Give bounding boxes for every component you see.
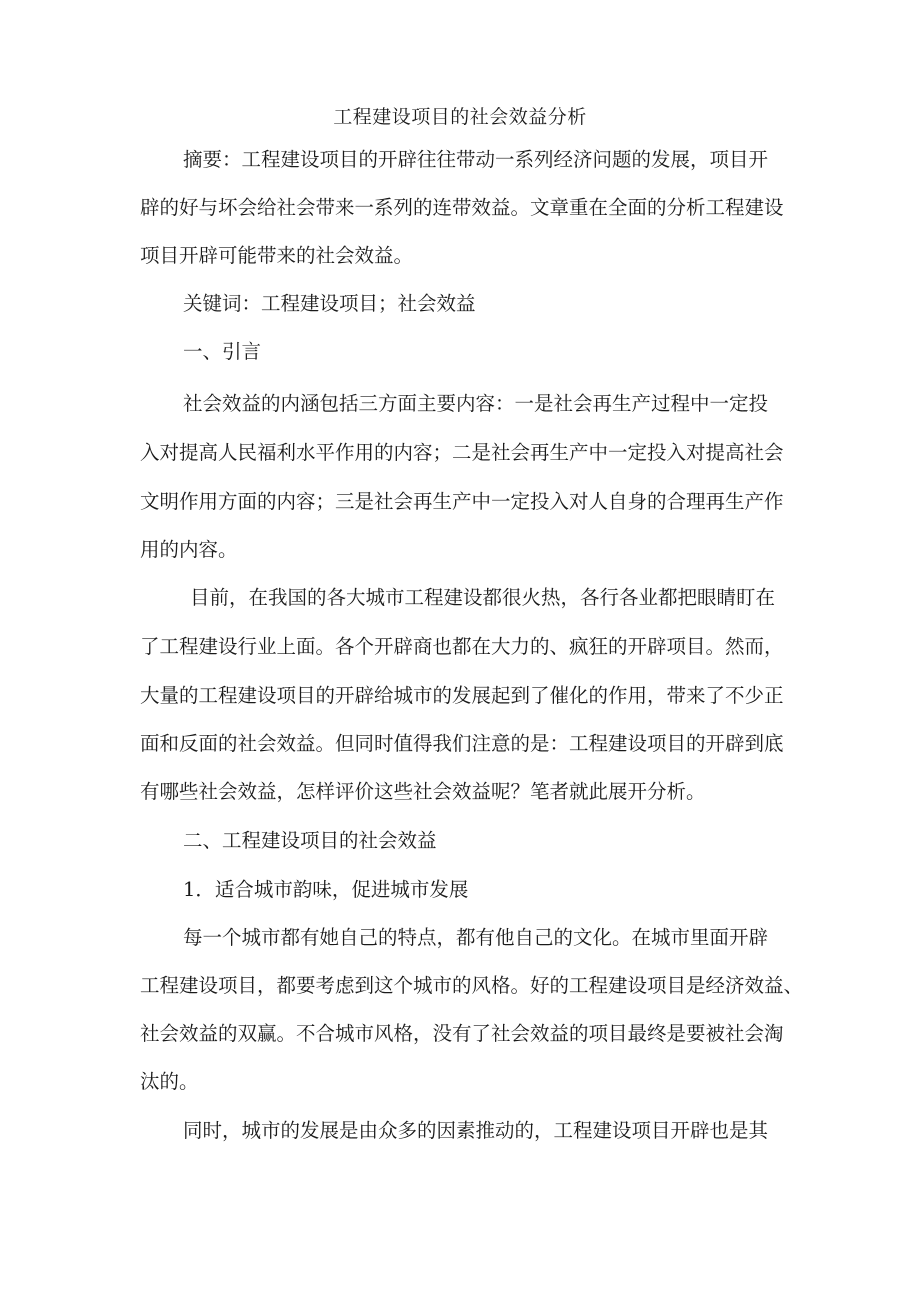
subsection-heading-1: 1．适合城市韵味，促进城市发展: [183, 878, 469, 901]
development-paragraph-line-1: 同时，城市的发展是由众多的因素推动的，工程建设项目开辟也是其: [183, 1119, 769, 1142]
section-heading-social-benefits: 二、工程建设项目的社会效益: [183, 829, 437, 852]
section-heading-introduction: 一、引言: [183, 340, 262, 363]
current-situation-line-1: 目前，在我国的各大城市工程建设都很火热，各行各业都把眼睛盯在: [190, 586, 776, 609]
intro-paragraph-line-4: 用的内容。: [140, 538, 238, 561]
keywords-line: 关键词：工程建设项目；社会效益: [183, 292, 476, 315]
intro-paragraph-line-2: 入对提高人民福利水平作用的内容；二是社会再生产中一定投入对提高社会: [140, 441, 784, 464]
abstract-line-1: 摘要：工程建设项目的开辟往往带动一系列经济问题的发展，项目开: [183, 148, 769, 171]
current-situation-line-4: 面和反面的社会效益。但同时值得我们注意的是：工程建设项目的开辟到底: [140, 732, 784, 755]
city-paragraph-line-1: 每一个城市都有她自己的特点，都有他自己的文化。在城市里面开辟: [183, 926, 769, 949]
document-title: 工程建设项目的社会效益分析: [333, 106, 587, 128]
abstract-line-3: 项目开辟可能带来的社会效益。: [140, 244, 414, 267]
current-situation-line-2: 了工程建设行业上面。各个开辟商也都在大力的、疯狂的开辟项目。然而，: [140, 635, 784, 658]
city-paragraph-line-4: 汰的。: [140, 1070, 199, 1093]
city-paragraph-line-2: 工程建设项目，都要考虑到这个城市的风格。好的工程建设项目是经济效益、: [140, 974, 804, 997]
intro-paragraph-line-3: 文明作用方面的内容；三是社会再生产中一定投入对人自身的合理再生产作: [140, 490, 784, 513]
current-situation-line-5: 有哪些社会效益，怎样评价这些社会效益呢？笔者就此展开分析。: [140, 780, 706, 803]
abstract-line-2: 辟的好与坏会给社会带来一系列的连带效益。文章重在全面的分析工程建设: [140, 196, 784, 219]
intro-paragraph-line-1: 社会效益的内涵包括三方面主要内容：一是社会再生产过程中一定投: [183, 392, 769, 415]
current-situation-line-3: 大量的工程建设项目的开辟给城市的发展起到了催化的作用，带来了不少正: [140, 684, 784, 707]
city-paragraph-line-3: 社会效益的双赢。不合城市风格，没有了社会效益的项目最终是要被社会淘: [140, 1022, 784, 1045]
